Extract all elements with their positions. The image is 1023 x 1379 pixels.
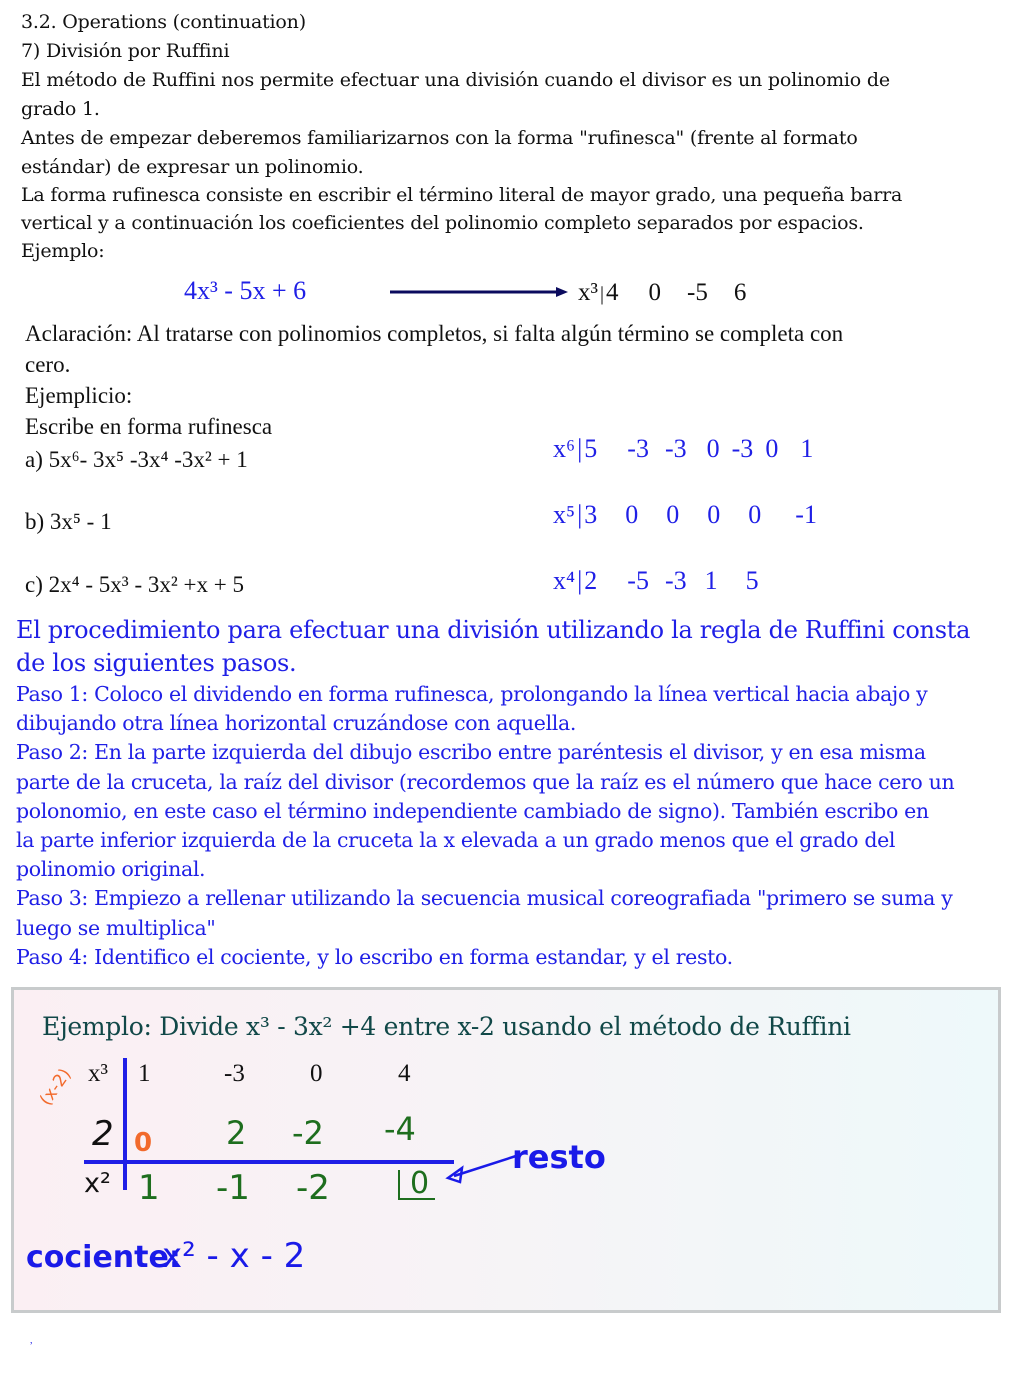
answer-coef: -3 (627, 434, 649, 463)
section-title: 3.2. Operations (continuation) (21, 11, 306, 33)
procedure-step-line: polinomio original. (16, 857, 206, 882)
result-value: 1 (138, 1168, 160, 1208)
right-arrow-icon (390, 284, 570, 300)
divisor-annotation: (x-2) (36, 1065, 76, 1110)
remainder-value: 0 (398, 1170, 435, 1200)
top-term: x³ (88, 1060, 108, 1087)
answer-coef: 0 (625, 500, 639, 529)
exercise-c-label: c) 2x⁴ - 5x³ - 3x² +x + 5 (25, 572, 244, 597)
answer-coef: 1 (800, 434, 814, 463)
procedure-step-line: luego se multiplica" (16, 915, 216, 940)
rufinesca-coef: 6 (733, 279, 747, 306)
answer-coef: -3 (731, 434, 754, 463)
exercise-c-answer: x⁴|2 -5 -3 1 5 (553, 566, 759, 595)
intro-line: estándar) de expresar un polinomio. (21, 156, 364, 178)
intro-line: grado 1. (21, 98, 100, 120)
intro-line: vertical y a continuación los coeficientes del polinomio completo separados por espacios. (21, 212, 864, 234)
procedure-step-line: Paso 2: En la parte izquierda del dibujo escribo entre paréntesis el divisor, y en esa misma (16, 740, 926, 765)
answer-coef: 0 (706, 434, 720, 463)
dividend-coef: 1 (138, 1060, 151, 1087)
rufinesca-term: x³ (578, 279, 598, 306)
dividend-coef: 0 (310, 1060, 323, 1087)
product-value: 2 (226, 1114, 247, 1152)
exercise-instruction: Escribe en forma rufinesca (25, 414, 273, 439)
ruffini-example-box (11, 987, 1001, 1313)
procedure-step-line: Paso 3: Empiezo a rellenar utilizando la secuencia musical coreografiada "primero se suma y (16, 886, 953, 911)
answer-coef: 5 (745, 566, 759, 595)
bottom-term: x² (84, 1168, 111, 1199)
procedure-step-line: dibujando otra línea horizontal cruzándose con aquella. (16, 711, 577, 736)
dividend-coef: 4 (398, 1060, 411, 1087)
answer-term: x⁶ (553, 434, 576, 463)
exercise-heading: Ejemplicio: (25, 383, 133, 408)
example-standard-form: 4x³ - 5x + 6 (184, 276, 307, 305)
example-rufinesca-form (578, 279, 746, 307)
remainder-label: resto (512, 1138, 606, 1176)
example-label: Ejemplo: (21, 240, 105, 262)
quotient-value: x² - x - 2 (162, 1236, 306, 1276)
rufinesca-coef: 4 (606, 279, 619, 306)
result-value: -1 (216, 1168, 250, 1208)
answer-coef: 0 (666, 500, 680, 529)
stray-mark: , (30, 1335, 33, 1346)
answer-coef: 0 (707, 500, 721, 529)
intro-line: La forma rufinesca consiste en escribir el término literal de mayor grado, una pequeña barra (21, 184, 903, 206)
clarification-line: cero. (25, 352, 71, 377)
exercise-b-answer: x⁵|3 0 0 0 0 -1 (553, 500, 817, 529)
exercise-b-label: b) 3x⁵ - 1 (25, 509, 112, 534)
answer-coef: 5 (584, 434, 598, 463)
procedure-heading: de los siguientes pasos. (16, 649, 297, 677)
exercise-a-label: a) 5x⁶- 3x⁵ -3x⁴ -3x² + 1 (25, 447, 248, 472)
answer-coef: -3 (664, 566, 687, 595)
answer-term: x⁵ (553, 500, 576, 529)
result-value: -2 (296, 1168, 330, 1208)
product-value: 0 (134, 1128, 153, 1158)
answer-coef: -5 (627, 566, 649, 595)
clarification-block (25, 318, 1015, 442)
product-value: -2 (292, 1114, 324, 1152)
procedure-step-line: la parte inferior izquierda de la cruceta la x elevada a un grado menos que el grado del (16, 828, 896, 853)
procedure-step-line: polonomio, en este caso el término independiente cambiado de signo). También escribo en (16, 798, 929, 823)
answer-coef: 3 (584, 500, 598, 529)
answer-coef: 2 (584, 566, 598, 595)
answer-coef: 0 (765, 434, 779, 463)
root-value: 2 (92, 1114, 114, 1154)
intro-line: Antes de empezar deberemos familiarizarnos con la forma "rufinesca" (frente al formato (21, 127, 858, 149)
rufinesca-coef: -5 (687, 279, 708, 306)
dividend-coef: -3 (224, 1060, 245, 1087)
procedure-heading: El procedimiento para efectuar una división utilizando la regla de Ruffini consta (16, 616, 971, 644)
example-box-title: Ejemplo: Divide x³ - 3x² +4 entre x-2 usando el método de Ruffini (42, 1012, 851, 1041)
document-intro (21, 8, 1011, 266)
clarification-line: Aclaración: Al tratarse con polinomios completos, si falta algún término se completa con (25, 321, 844, 346)
rufinesca-bar: | (600, 283, 605, 305)
answer-coef: -1 (795, 500, 817, 529)
quotient-label: cociente: (26, 1240, 181, 1275)
procedure-step-line: Paso 4: Identifico el cociente, y lo escribo en forma estandar, y el resto. (16, 944, 733, 969)
procedure-block (16, 614, 1016, 972)
answer-coef: 0 (748, 500, 762, 529)
subsection-title: 7) División por Ruffini (21, 40, 230, 62)
procedure-step-line: Paso 1: Coloco el dividendo en forma rufinesca, prolongando la línea vertical hacia abajo y (16, 682, 928, 706)
answer-coef: -3 (664, 434, 687, 463)
intro-line: El método de Ruffini nos permite efectuar una división cuando el divisor es un polinomio de (21, 69, 890, 91)
exercise-a-answer: x⁶|5 -3 -3 0 -3 0 1 (553, 434, 814, 463)
answer-coef: 1 (704, 566, 718, 595)
rufinesca-coef: 0 (648, 279, 662, 306)
product-value: -4 (384, 1110, 416, 1148)
procedure-step-line: parte de la cruceta, la raíz del divisor (recordemos que la raíz es el número que hace cero un (16, 769, 955, 794)
answer-term: x⁴ (553, 566, 576, 595)
